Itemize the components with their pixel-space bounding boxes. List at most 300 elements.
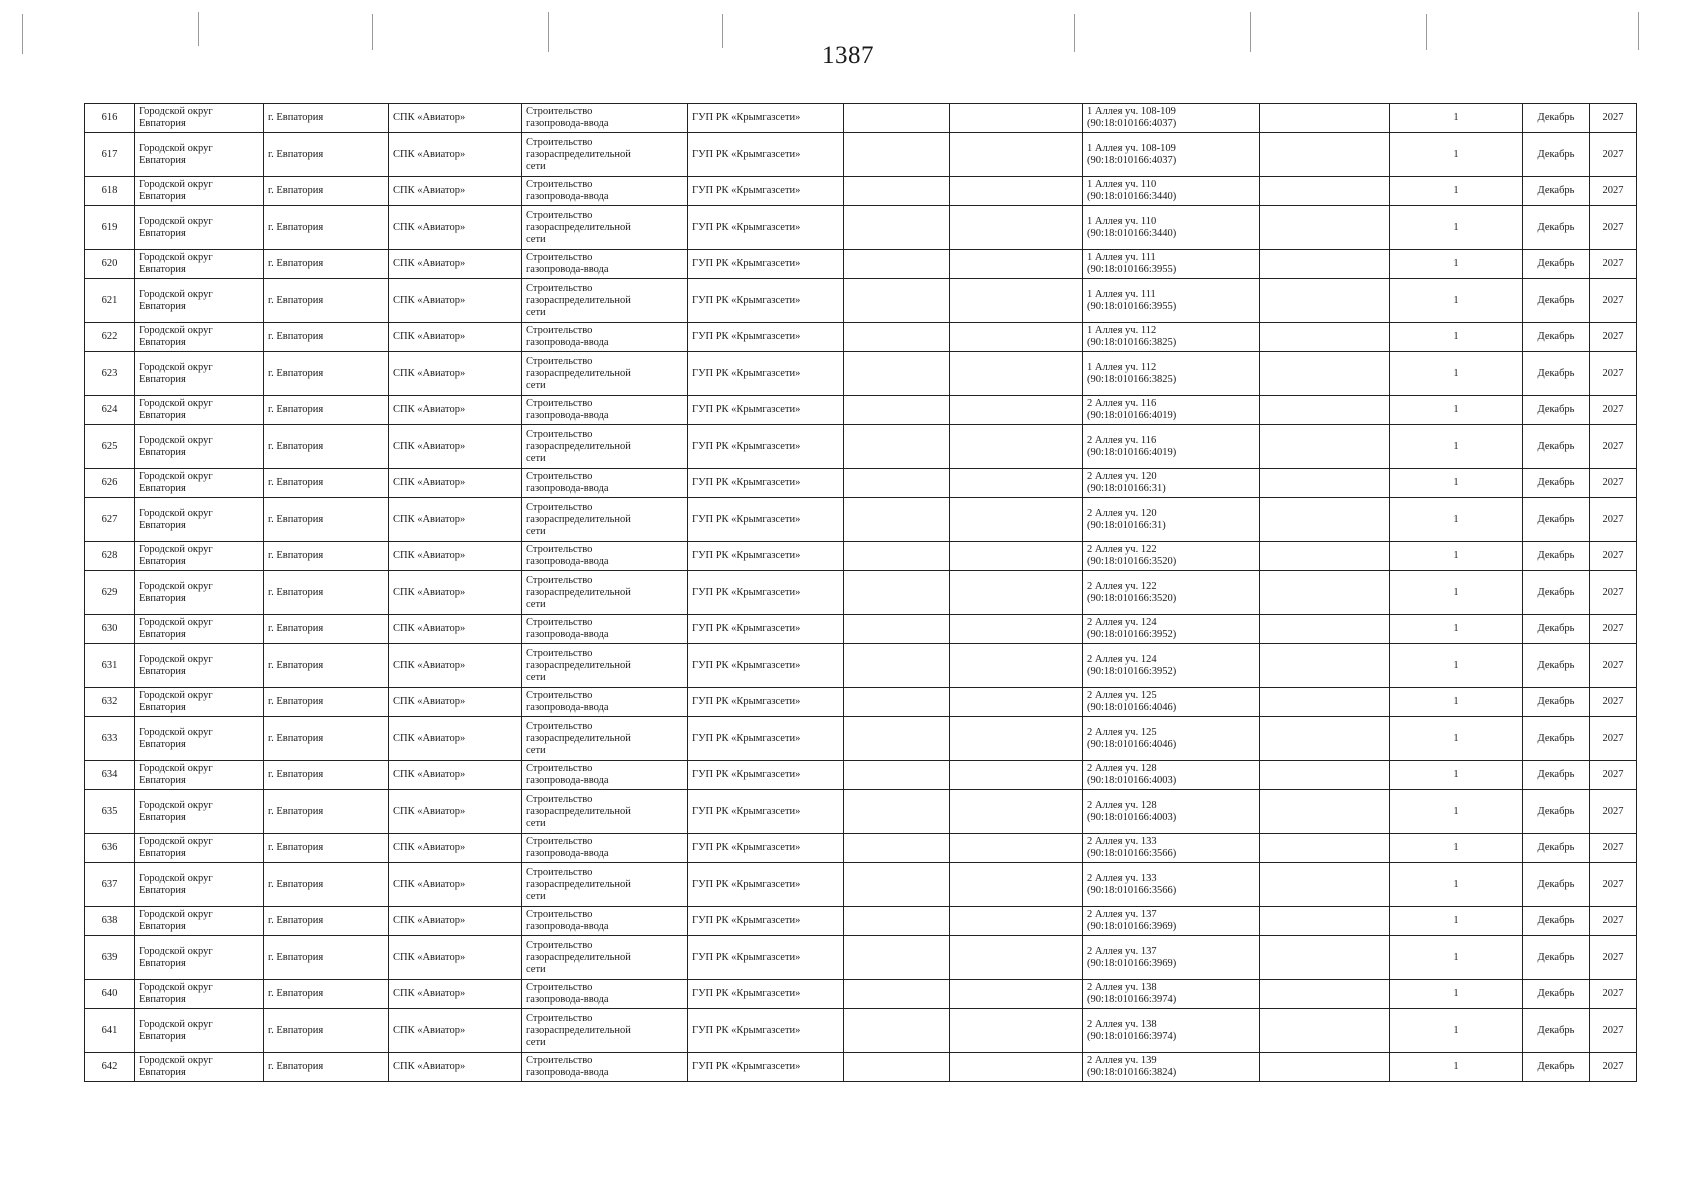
address-cell: [1083, 907, 1260, 936]
empty-cell: [950, 790, 1083, 834]
address-cell: [1083, 790, 1260, 834]
city-cell: г. Евпатория: [264, 688, 389, 717]
address-cell-line: 2 Аллея уч. 128: [1087, 763, 1157, 774]
executor-cell: ГУП РК «Крымгазсети»: [688, 761, 844, 790]
empty-cell: [1260, 396, 1390, 425]
year-cell: 2027: [1590, 863, 1637, 907]
executor-cell: ГУП РК «Крымгазсети»: [688, 396, 844, 425]
work-type-cell-line: сети: [526, 1036, 546, 1048]
table-row: [85, 425, 1637, 469]
work-type-cell: [522, 206, 688, 250]
executor-cell: ГУП РК «Крымгазсети»: [688, 936, 844, 980]
municipality-cell: [135, 863, 264, 907]
work-type-cell: [522, 425, 688, 469]
empty-cell: [950, 323, 1083, 352]
address-cell-line: 2 Аллея уч. 133: [1087, 872, 1157, 884]
address-cell: [1083, 250, 1260, 279]
empty-cell: [1260, 717, 1390, 761]
work-type-cell-line: газопровода-ввода: [526, 1067, 609, 1078]
work-type-cell-line: газораспределительной: [526, 513, 631, 525]
address-cell: [1083, 863, 1260, 907]
customer-cell: СПК «Авиатор»: [389, 279, 522, 323]
municipality-cell-line: Евпатория: [139, 227, 186, 239]
municipality-cell-line: Городской округ: [139, 690, 213, 701]
municipality-cell: [135, 1053, 264, 1082]
customer-cell: СПК «Авиатор»: [389, 834, 522, 863]
row-number-cell: 635: [85, 790, 135, 834]
work-type-cell-line: Строительство: [526, 982, 593, 993]
city-cell: г. Евпатория: [264, 469, 389, 498]
empty-cell: [844, 250, 950, 279]
scan-artifact: [198, 12, 199, 46]
empty-cell: [950, 177, 1083, 206]
month-cell: Декабрь: [1523, 761, 1590, 790]
work-type-cell: [522, 279, 688, 323]
work-type-cell-line: Строительство: [526, 647, 593, 659]
address-cell-line: 1 Аллея уч. 108-109: [1087, 106, 1176, 117]
work-type-cell-line: сети: [526, 306, 546, 318]
quantity-cell: 1: [1390, 615, 1523, 644]
customer-cell: СПК «Авиатор»: [389, 250, 522, 279]
municipality-cell-line: Евпатория: [139, 191, 186, 202]
municipality-cell-line: Городской округ: [139, 471, 213, 482]
municipality-cell-line: Городской округ: [139, 836, 213, 847]
municipality-cell-line: Евпатория: [139, 300, 186, 312]
city-cell: г. Евпатория: [264, 279, 389, 323]
city-cell: г. Евпатория: [264, 396, 389, 425]
municipality-cell-line: Городской округ: [139, 507, 213, 519]
address-cell: [1083, 104, 1260, 133]
year-cell: 2027: [1590, 717, 1637, 761]
empty-cell: [950, 863, 1083, 907]
table-row: [85, 688, 1637, 717]
table-row: [85, 1009, 1637, 1053]
empty-cell: [950, 936, 1083, 980]
customer-cell: СПК «Авиатор»: [389, 907, 522, 936]
address-cell: [1083, 688, 1260, 717]
row-number-cell: 637: [85, 863, 135, 907]
empty-cell: [1260, 790, 1390, 834]
year-cell: 2027: [1590, 425, 1637, 469]
table-row: [85, 469, 1637, 498]
municipality-cell-line: Городской округ: [139, 726, 213, 738]
month-cell: Декабрь: [1523, 498, 1590, 542]
month-cell: Декабрь: [1523, 615, 1590, 644]
empty-cell: [844, 717, 950, 761]
address-cell-line: (90:18:010166:4003): [1087, 775, 1177, 786]
customer-cell: СПК «Авиатор»: [389, 761, 522, 790]
quantity-cell: 1: [1390, 250, 1523, 279]
year-cell: 2027: [1590, 352, 1637, 396]
empty-cell: [1260, 936, 1390, 980]
municipality-cell-line: Евпатория: [139, 410, 186, 421]
address-cell: [1083, 1053, 1260, 1082]
work-type-cell-line: сети: [526, 233, 546, 245]
empty-cell: [844, 761, 950, 790]
empty-cell: [950, 133, 1083, 177]
address-cell: [1083, 425, 1260, 469]
empty-cell: [844, 206, 950, 250]
address-cell-line: (90:18:010166:4037): [1087, 118, 1177, 129]
empty-cell: [1260, 279, 1390, 323]
address-cell: [1083, 644, 1260, 688]
month-cell: Декабрь: [1523, 907, 1590, 936]
empty-cell: [950, 615, 1083, 644]
customer-cell: СПК «Авиатор»: [389, 498, 522, 542]
empty-cell: [844, 177, 950, 206]
work-type-cell: [522, 790, 688, 834]
year-cell: 2027: [1590, 279, 1637, 323]
quantity-cell: 1: [1390, 498, 1523, 542]
address-cell-line: (90:18:010166:4019): [1087, 410, 1177, 421]
work-type-cell: [522, 104, 688, 133]
month-cell: Декабрь: [1523, 469, 1590, 498]
city-cell: г. Евпатория: [264, 936, 389, 980]
executor-cell: ГУП РК «Крымгазсети»: [688, 834, 844, 863]
municipality-cell-line: Евпатория: [139, 337, 186, 348]
quantity-cell: 1: [1390, 352, 1523, 396]
municipality-cell-line: Евпатория: [139, 373, 186, 385]
empty-cell: [844, 936, 950, 980]
work-type-cell-line: сети: [526, 452, 546, 464]
work-type-cell: [522, 396, 688, 425]
customer-cell: СПК «Авиатор»: [389, 936, 522, 980]
customer-cell: СПК «Авиатор»: [389, 1009, 522, 1053]
work-type-cell-line: сети: [526, 671, 546, 683]
municipality-cell: [135, 717, 264, 761]
work-type-cell-line: Строительство: [526, 909, 593, 920]
address-cell-line: (90:18:010166:3520): [1087, 592, 1177, 604]
quantity-cell: 1: [1390, 1009, 1523, 1053]
executor-cell: ГУП РК «Крымгазсети»: [688, 717, 844, 761]
month-cell: Декабрь: [1523, 790, 1590, 834]
work-type-cell-line: сети: [526, 744, 546, 756]
address-cell: [1083, 936, 1260, 980]
address-cell-line: 2 Аллея уч. 137: [1087, 945, 1157, 957]
municipality-cell-line: Городской округ: [139, 106, 213, 117]
address-cell: [1083, 396, 1260, 425]
empty-cell: [844, 279, 950, 323]
empty-cell: [844, 498, 950, 542]
municipality-cell-line: Евпатория: [139, 446, 186, 458]
row-number-cell: 636: [85, 834, 135, 863]
month-cell: Декабрь: [1523, 206, 1590, 250]
empty-cell: [844, 469, 950, 498]
address-cell-line: (90:18:010166:3440): [1087, 227, 1177, 239]
empty-cell: [950, 1053, 1083, 1082]
month-cell: Декабрь: [1523, 323, 1590, 352]
row-number-cell: 630: [85, 615, 135, 644]
address-cell-line: 2 Аллея уч. 138: [1087, 1018, 1157, 1030]
work-type-cell: [522, 177, 688, 206]
work-type-cell-line: газораспределительной: [526, 367, 631, 379]
customer-cell: СПК «Авиатор»: [389, 396, 522, 425]
work-type-cell-line: сети: [526, 598, 546, 610]
address-cell-line: 2 Аллея уч. 116: [1087, 434, 1157, 446]
executor-cell: ГУП РК «Крымгазсети»: [688, 542, 844, 571]
work-type-cell: [522, 571, 688, 615]
row-number-cell: 617: [85, 133, 135, 177]
row-number-cell: 641: [85, 1009, 135, 1053]
work-type-cell-line: Строительство: [526, 544, 593, 555]
address-cell-line: 1 Аллея уч. 112: [1087, 325, 1157, 336]
address-cell: [1083, 615, 1260, 644]
municipality-cell: [135, 498, 264, 542]
municipality-cell-line: Городской округ: [139, 398, 213, 409]
municipality-cell: [135, 352, 264, 396]
customer-cell: СПК «Авиатор»: [389, 323, 522, 352]
empty-cell: [844, 323, 950, 352]
empty-cell: [844, 1053, 950, 1082]
work-type-cell-line: Строительство: [526, 617, 593, 628]
city-cell: г. Евпатория: [264, 644, 389, 688]
month-cell: Декабрь: [1523, 542, 1590, 571]
executor-cell: ГУП РК «Крымгазсети»: [688, 644, 844, 688]
empty-cell: [950, 425, 1083, 469]
empty-cell: [1260, 104, 1390, 133]
municipality-cell-line: Евпатория: [139, 592, 186, 604]
year-cell: 2027: [1590, 498, 1637, 542]
address-cell-line: 2 Аллея уч. 120: [1087, 471, 1157, 482]
empty-cell: [1260, 863, 1390, 907]
municipality-cell: [135, 936, 264, 980]
empty-cell: [1260, 469, 1390, 498]
work-type-cell-line: сети: [526, 160, 546, 172]
row-number-cell: 640: [85, 980, 135, 1009]
address-cell: [1083, 834, 1260, 863]
customer-cell: СПК «Авиатор»: [389, 717, 522, 761]
customer-cell: СПК «Авиатор»: [389, 352, 522, 396]
customer-cell: СПК «Авиатор»: [389, 469, 522, 498]
quantity-cell: 1: [1390, 396, 1523, 425]
empty-cell: [844, 907, 950, 936]
address-cell-line: (90:18:010166:3825): [1087, 337, 1177, 348]
table-row: [85, 279, 1637, 323]
empty-cell: [844, 688, 950, 717]
customer-cell: СПК «Авиатор»: [389, 615, 522, 644]
city-cell: г. Евпатория: [264, 717, 389, 761]
address-cell: [1083, 717, 1260, 761]
city-cell: г. Евпатория: [264, 571, 389, 615]
year-cell: 2027: [1590, 688, 1637, 717]
table-row: [85, 133, 1637, 177]
municipality-cell-line: Евпатория: [139, 1067, 186, 1078]
work-type-cell-line: газопровода-ввода: [526, 556, 609, 567]
year-cell: 2027: [1590, 615, 1637, 644]
work-type-cell-line: газораспределительной: [526, 148, 631, 160]
quantity-cell: 1: [1390, 469, 1523, 498]
row-number-cell: 627: [85, 498, 135, 542]
month-cell: Декабрь: [1523, 834, 1590, 863]
quantity-cell: 1: [1390, 206, 1523, 250]
executor-cell: ГУП РК «Крымгазсети»: [688, 790, 844, 834]
work-type-cell: [522, 250, 688, 279]
executor-cell: ГУП РК «Крымгазсети»: [688, 352, 844, 396]
empty-cell: [844, 790, 950, 834]
empty-cell: [950, 498, 1083, 542]
row-number-cell: 632: [85, 688, 135, 717]
customer-cell: СПК «Авиатор»: [389, 790, 522, 834]
municipality-cell: [135, 469, 264, 498]
empty-cell: [844, 352, 950, 396]
municipality-cell: [135, 542, 264, 571]
empty-cell: [950, 571, 1083, 615]
work-type-cell-line: газопровода-ввода: [526, 410, 609, 421]
municipality-cell-line: Евпатория: [139, 629, 186, 640]
empty-cell: [950, 761, 1083, 790]
month-cell: Декабрь: [1523, 396, 1590, 425]
table-row: [85, 717, 1637, 761]
work-type-cell-line: сети: [526, 525, 546, 537]
municipality-cell: [135, 177, 264, 206]
year-cell: 2027: [1590, 542, 1637, 571]
city-cell: г. Евпатория: [264, 323, 389, 352]
empty-cell: [1260, 177, 1390, 206]
address-cell-line: (90:18:010166:3952): [1087, 629, 1177, 640]
municipality-cell-line: Городской округ: [139, 945, 213, 957]
work-type-cell-line: Строительство: [526, 179, 593, 190]
quantity-cell: 1: [1390, 688, 1523, 717]
address-cell-line: (90:18:010166:4003): [1087, 811, 1177, 823]
address-cell-line: (90:18:010166:3974): [1087, 1030, 1177, 1042]
row-number-cell: 629: [85, 571, 135, 615]
row-number-cell: 628: [85, 542, 135, 571]
municipality-cell-line: Городской округ: [139, 799, 213, 811]
empty-cell: [844, 834, 950, 863]
municipality-cell-line: Городской округ: [139, 580, 213, 592]
address-cell: [1083, 761, 1260, 790]
month-cell: Декабрь: [1523, 571, 1590, 615]
month-cell: Декабрь: [1523, 352, 1590, 396]
address-cell-line: (90:18:010166:31): [1087, 519, 1166, 531]
executor-cell: ГУП РК «Крымгазсети»: [688, 133, 844, 177]
quantity-cell: 1: [1390, 863, 1523, 907]
address-cell-line: (90:18:010166:3520): [1087, 556, 1177, 567]
empty-cell: [950, 542, 1083, 571]
work-type-cell-line: газопровода-ввода: [526, 994, 609, 1005]
address-cell-line: 1 Аллея уч. 112: [1087, 361, 1157, 373]
year-cell: 2027: [1590, 571, 1637, 615]
work-type-cell-line: Строительство: [526, 428, 593, 440]
municipality-cell: [135, 1009, 264, 1053]
table-row: [85, 761, 1637, 790]
work-type-cell-line: газораспределительной: [526, 951, 631, 963]
executor-cell: ГУП РК «Крымгазсети»: [688, 1053, 844, 1082]
work-type-cell-line: Строительство: [526, 471, 593, 482]
table-body: [85, 104, 1637, 1082]
city-cell: г. Евпатория: [264, 790, 389, 834]
address-cell: [1083, 469, 1260, 498]
work-type-cell-line: Строительство: [526, 1055, 593, 1066]
work-type-cell: [522, 133, 688, 177]
city-cell: г. Евпатория: [264, 863, 389, 907]
municipality-cell: [135, 571, 264, 615]
address-cell-line: (90:18:010166:3955): [1087, 264, 1177, 275]
customer-cell: СПК «Авиатор»: [389, 177, 522, 206]
empty-cell: [1260, 206, 1390, 250]
address-cell-line: 1 Аллея уч. 110: [1087, 215, 1157, 227]
table-row: [85, 907, 1637, 936]
work-type-cell: [522, 352, 688, 396]
address-cell-line: 2 Аллея уч. 128: [1087, 799, 1157, 811]
municipality-cell: [135, 279, 264, 323]
work-type-cell-line: Строительство: [526, 793, 593, 805]
address-cell-line: (90:18:010166:3824): [1087, 1067, 1177, 1078]
municipality-cell-line: Городской округ: [139, 434, 213, 446]
municipality-cell: [135, 980, 264, 1009]
customer-cell: СПК «Авиатор»: [389, 1053, 522, 1082]
empty-cell: [844, 571, 950, 615]
municipality-cell-line: Городской округ: [139, 252, 213, 263]
executor-cell: ГУП РК «Крымгазсети»: [688, 250, 844, 279]
address-cell-line: 2 Аллея уч. 133: [1087, 836, 1157, 847]
address-cell-line: (90:18:010166:3955): [1087, 300, 1177, 312]
work-type-cell-line: газопровода-ввода: [526, 191, 609, 202]
empty-cell: [1260, 571, 1390, 615]
municipality-cell: [135, 396, 264, 425]
executor-cell: ГУП РК «Крымгазсети»: [688, 863, 844, 907]
work-type-cell-line: Строительство: [526, 720, 593, 732]
address-cell-line: (90:18:010166:3825): [1087, 373, 1177, 385]
municipality-cell-line: Городской округ: [139, 361, 213, 373]
quantity-cell: 1: [1390, 133, 1523, 177]
municipality-cell: [135, 761, 264, 790]
empty-cell: [950, 469, 1083, 498]
work-type-cell-line: Строительство: [526, 501, 593, 513]
empty-cell: [844, 133, 950, 177]
municipality-cell-line: Городской округ: [139, 544, 213, 555]
executor-cell: ГУП РК «Крымгазсети»: [688, 907, 844, 936]
empty-cell: [1260, 323, 1390, 352]
year-cell: 2027: [1590, 396, 1637, 425]
empty-cell: [1260, 250, 1390, 279]
address-cell-line: (90:18:010166:4037): [1087, 154, 1177, 166]
year-cell: 2027: [1590, 834, 1637, 863]
work-type-cell: [522, 717, 688, 761]
executor-cell: ГУП РК «Крымгазсети»: [688, 177, 844, 206]
year-cell: 2027: [1590, 790, 1637, 834]
quantity-cell: 1: [1390, 1053, 1523, 1082]
work-type-cell-line: газопровода-ввода: [526, 337, 609, 348]
address-cell-line: 2 Аллея уч. 124: [1087, 653, 1157, 665]
empty-cell: [1260, 980, 1390, 1009]
empty-cell: [950, 279, 1083, 323]
month-cell: Декабрь: [1523, 1009, 1590, 1053]
work-type-cell-line: Строительство: [526, 355, 593, 367]
customer-cell: СПК «Авиатор»: [389, 133, 522, 177]
empty-cell: [950, 980, 1083, 1009]
address-cell: [1083, 1009, 1260, 1053]
quantity-cell: 1: [1390, 790, 1523, 834]
work-type-cell-line: газопровода-ввода: [526, 264, 609, 275]
row-number-cell: 639: [85, 936, 135, 980]
empty-cell: [844, 396, 950, 425]
work-type-cell-line: газораспределительной: [526, 659, 631, 671]
table-row: [85, 396, 1637, 425]
address-cell: [1083, 352, 1260, 396]
empty-cell: [950, 688, 1083, 717]
empty-cell: [844, 425, 950, 469]
work-type-cell-line: Строительство: [526, 1012, 593, 1024]
empty-cell: [844, 615, 950, 644]
empty-cell: [1260, 352, 1390, 396]
executor-cell: ГУП РК «Крымгазсети»: [688, 206, 844, 250]
city-cell: г. Евпатория: [264, 177, 389, 206]
table-row: [85, 498, 1637, 542]
work-type-cell-line: газопровода-ввода: [526, 629, 609, 640]
municipality-cell-line: Евпатория: [139, 1030, 186, 1042]
address-cell-line: 2 Аллея уч. 125: [1087, 690, 1157, 701]
